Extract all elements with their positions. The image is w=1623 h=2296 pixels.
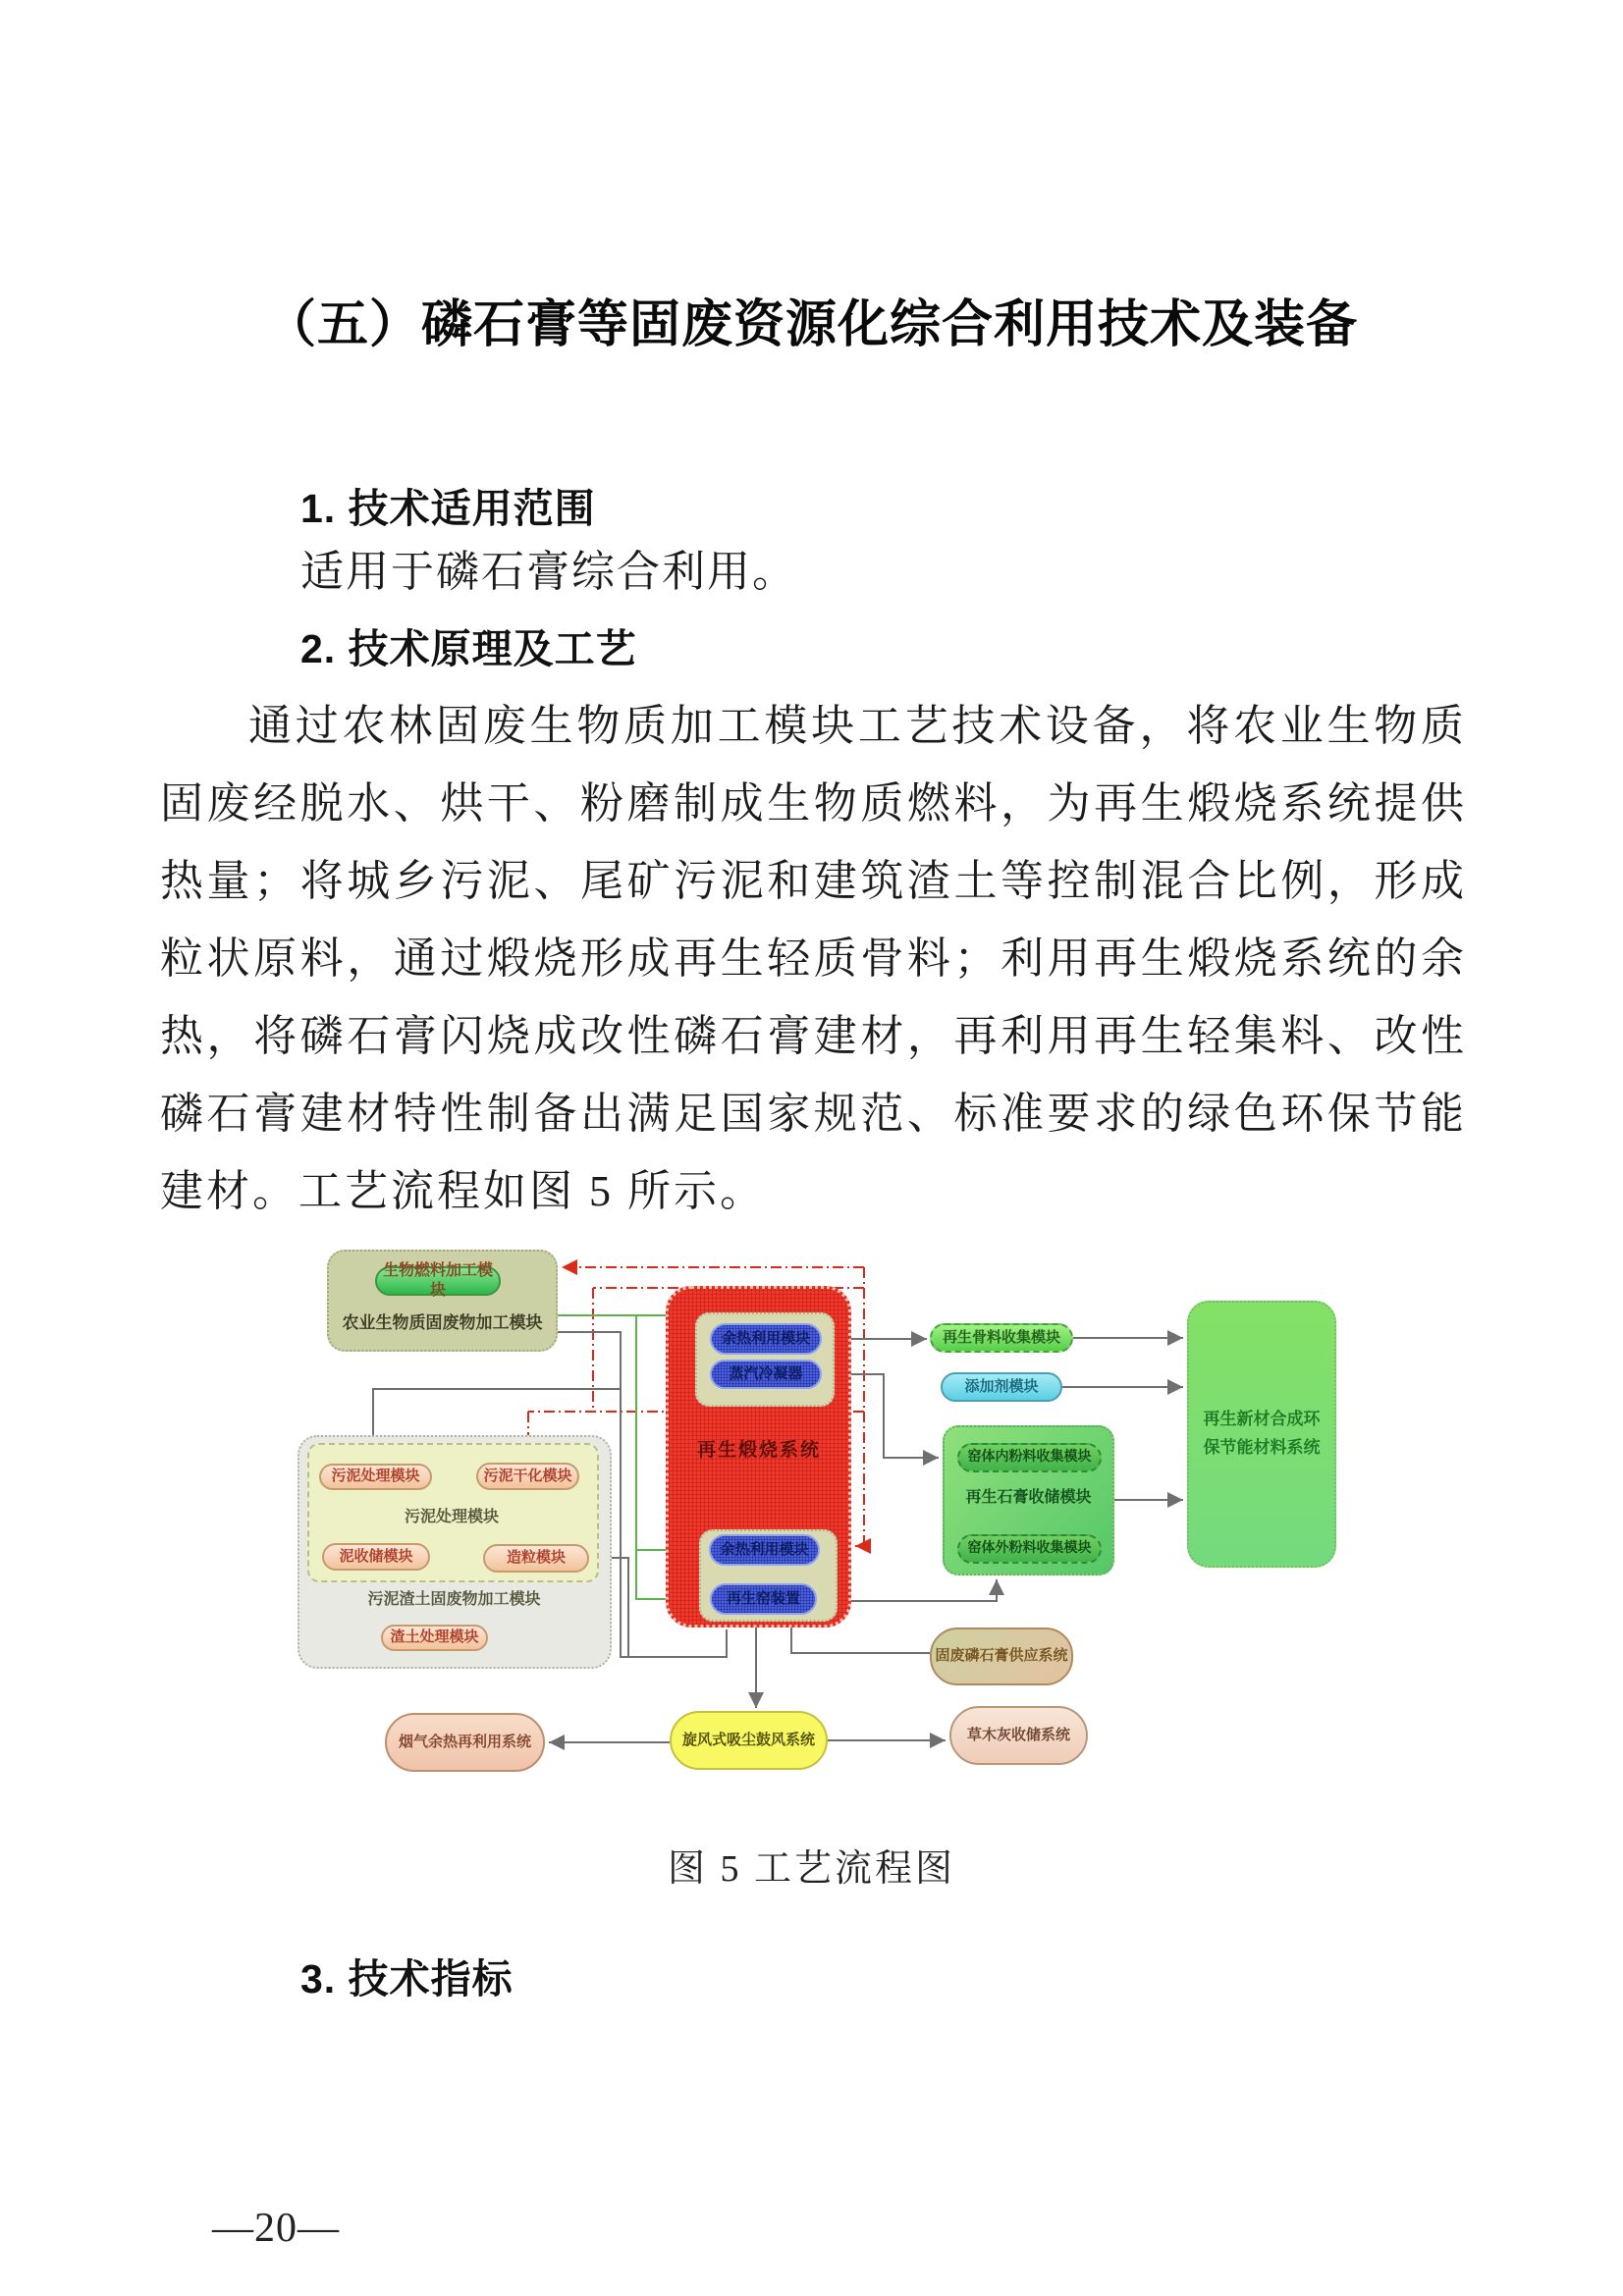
new-material-label-line2: 保节能材料系统 [1203, 1438, 1321, 1457]
gypsum-storage-label: 再生石膏收储模块 [965, 1489, 1092, 1506]
flue-gas-heat-reuse-system: 烟气余热再利用系统 [385, 1713, 545, 1772]
aggregate-collect-pill: 再生骨料收集模块 [930, 1323, 1073, 1353]
phosphogypsum-supply-box: 固废磷石膏供应系统 [930, 1628, 1073, 1685]
sludge-inner-label: 污泥处理模块 [404, 1509, 499, 1525]
section-2-paragraph [160, 687, 1464, 1230]
biofuel-module-pill: 生物燃料加工模块 [375, 1266, 501, 1296]
kiln-inner-powder-pill: 窑体内粉料收集模块 [957, 1443, 1102, 1472]
page-number: —20— [212, 2206, 340, 2251]
sludge-outer-label: 污泥渣土固废物加工模块 [367, 1591, 541, 1608]
new-material-label-line1: 再生新材合成环 [1203, 1410, 1321, 1429]
slag-treatment-pill: 渣土处理模块 [381, 1625, 488, 1651]
section-3-heading: 3. 技术指标 [300, 1956, 514, 2002]
section-2-heading: 2. 技术原理及工艺 [300, 626, 637, 671]
paragraph-line: 通过农林固废生物质加工模块工艺技术设备，将农业生物质 [248, 702, 1464, 750]
steam-condenser-pill: 蒸汽冷凝器 [710, 1360, 822, 1389]
sludge-drying-pill: 污泥干化模块 [476, 1463, 579, 1490]
additive-module-pill: 添加剂模块 [941, 1372, 1062, 1402]
paragraph-line: 建材。工艺流程如图 5 所示。 [160, 1167, 766, 1215]
paragraph-line: 热量；将城乡污泥、尾矿污泥和建筑渣土等控制混合比例，形成 [160, 857, 1464, 905]
calcining-system-label: 再生煅烧系统 [696, 1440, 821, 1462]
paragraph-line: 固废经脱水、烘干、粉磨制成生物质燃料，为再生煅烧系统提供 [160, 779, 1464, 828]
cyclone-blower-system: 旋风式吸尘鼓风系统 [670, 1711, 828, 1770]
section-1-heading: 1. 技术适用范围 [300, 486, 596, 531]
ash-storage-system: 草木灰收储系统 [949, 1706, 1088, 1765]
kiln-outer-powder-pill: 窑体外粉料收集模块 [957, 1534, 1102, 1564]
figure-caption: 图 5 工艺流程图 [667, 1848, 955, 1890]
paragraph-line: 磷石膏建材特性制备出满足国家规范、标准要求的绿色环保节能 [160, 1090, 1464, 1138]
new-material-system-box [1187, 1301, 1336, 1568]
page-title: （五）磷石膏等固废资源化综合利用技术及装备 [264, 297, 1358, 353]
waste-heat-top-pill: 余热利用模块 [710, 1323, 822, 1355]
granulation-pill: 造粒模块 [483, 1544, 589, 1573]
regen-kiln-pill: 再生窑装置 [710, 1583, 817, 1615]
process-flow-diagram [295, 1239, 1404, 1789]
mud-storage-pill: 泥收储模块 [322, 1543, 430, 1571]
paragraph-line: 热，将磷石膏闪烧成改性磷石膏建材，再利用再生轻集料、改性 [160, 1012, 1464, 1060]
biomass-box-label: 农业生物质固废物加工模块 [342, 1313, 543, 1333]
waste-heat-bottom-pill: 余热利用模块 [709, 1534, 820, 1566]
paragraph-line: 粒状原料，通过煅烧形成再生轻质骨料；利用再生煅烧系统的余 [160, 934, 1464, 983]
section-1-body: 适用于磷石膏综合利用。 [300, 548, 797, 596]
sludge-treatment-pill: 污泥处理模块 [319, 1464, 432, 1490]
